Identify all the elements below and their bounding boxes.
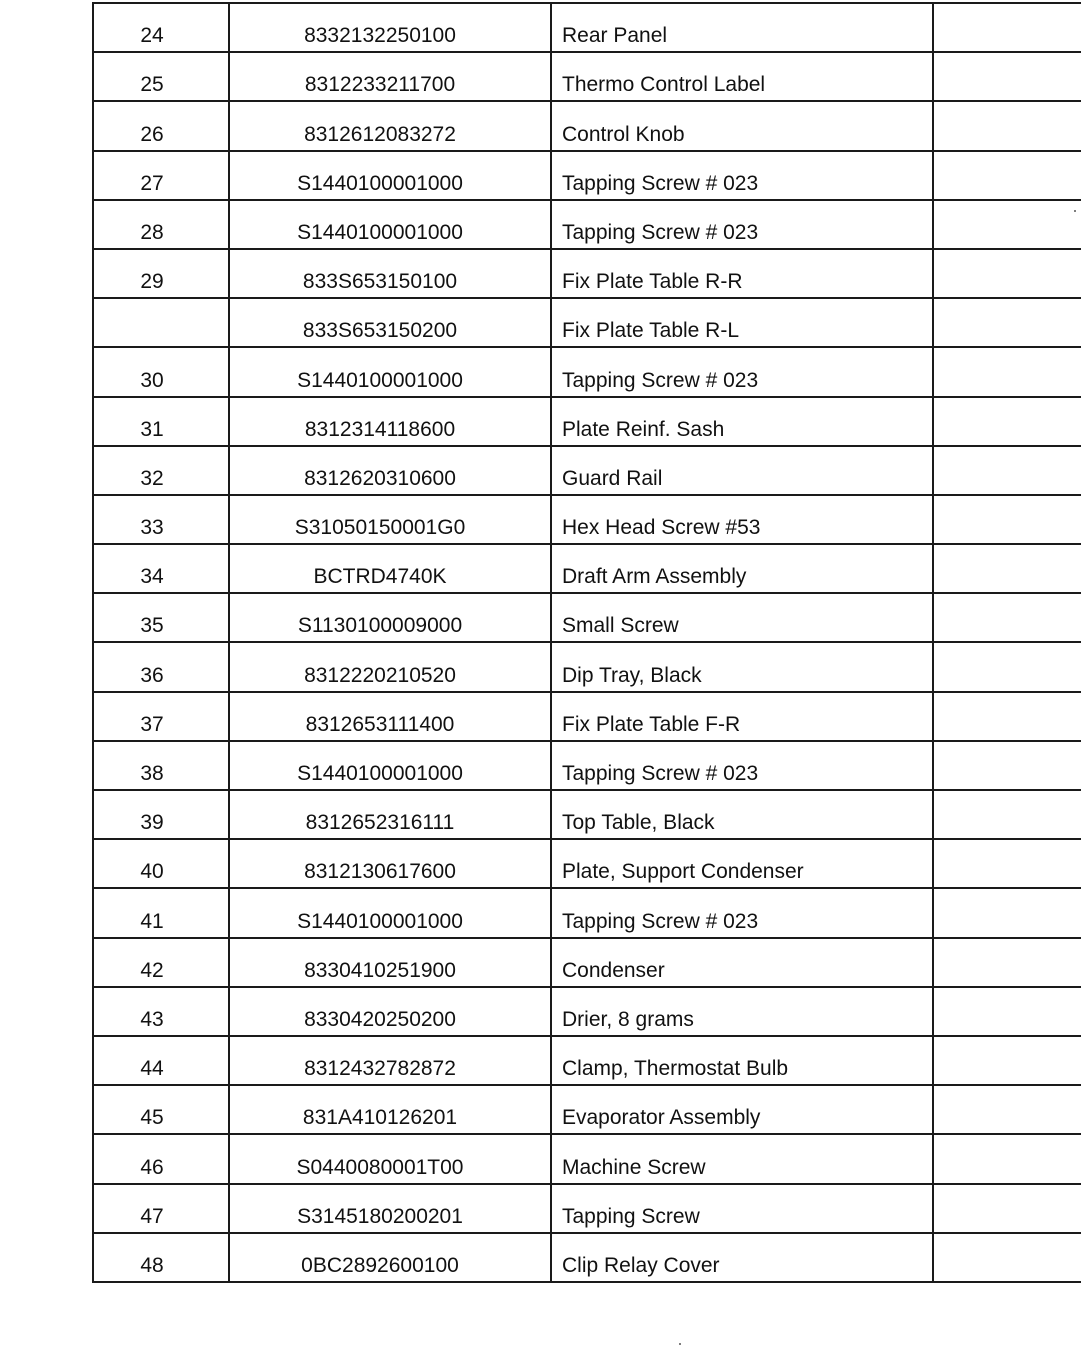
table-row — [93, 593, 1081, 642]
table-row — [93, 298, 1081, 347]
description-cell: Control Knob — [551, 101, 933, 150]
item-number-cell: 38 — [93, 741, 229, 790]
parts-list-body — [93, 3, 1081, 1282]
blank-cell — [933, 249, 1081, 298]
item-number-cell: 26 — [93, 101, 229, 150]
blank-cell — [933, 741, 1081, 790]
item-number-cell: 40 — [93, 839, 229, 888]
item-number-cell: 30 — [93, 347, 229, 396]
table-row — [93, 495, 1081, 544]
blank-cell — [933, 1134, 1081, 1183]
table-row — [93, 397, 1081, 446]
description-cell: Fix Plate Table F-R — [551, 692, 933, 741]
item-number-cell: 42 — [93, 938, 229, 987]
blank-cell — [933, 544, 1081, 593]
table-row — [93, 1085, 1081, 1134]
table-row — [93, 347, 1081, 396]
blank-cell — [933, 1233, 1081, 1282]
description-cell: Tapping Screw — [551, 1184, 933, 1233]
part-number-cell: 0BC2892600100 — [229, 1233, 551, 1282]
part-number-cell: 8312314118600 — [229, 397, 551, 446]
table-row — [93, 987, 1081, 1036]
blank-cell — [933, 938, 1081, 987]
description-cell: Tapping Screw # 023 — [551, 151, 933, 200]
table-row — [93, 692, 1081, 741]
part-number-cell: 8312620310600 — [229, 446, 551, 495]
item-number-cell: 45 — [93, 1085, 229, 1134]
item-number-cell: 36 — [93, 642, 229, 691]
blank-cell — [933, 3, 1081, 52]
blank-cell — [933, 987, 1081, 1036]
item-number-cell: 44 — [93, 1036, 229, 1085]
item-number-cell: 29 — [93, 249, 229, 298]
part-number-cell: 831A410126201 — [229, 1085, 551, 1134]
part-number-cell: S31050150001G0 — [229, 495, 551, 544]
description-cell: Tapping Screw # 023 — [551, 741, 933, 790]
description-cell: Small Screw — [551, 593, 933, 642]
blank-cell — [933, 642, 1081, 691]
blank-cell — [933, 200, 1081, 249]
description-cell: Drier, 8 grams — [551, 987, 933, 1036]
description-cell: Evaporator Assembly — [551, 1085, 933, 1134]
table-row — [93, 101, 1081, 150]
item-number-cell: 47 — [93, 1184, 229, 1233]
table-row — [93, 249, 1081, 298]
part-number-cell: S1440100001000 — [229, 741, 551, 790]
description-cell: Hex Head Screw #53 — [551, 495, 933, 544]
item-number-cell: 37 — [93, 692, 229, 741]
blank-cell — [933, 1085, 1081, 1134]
blank-cell — [933, 692, 1081, 741]
part-number-cell: 8332132250100 — [229, 3, 551, 52]
blank-cell — [933, 593, 1081, 642]
table-row — [93, 1036, 1081, 1085]
item-number-cell: 43 — [93, 987, 229, 1036]
table-row — [93, 1134, 1081, 1183]
description-cell: Condenser — [551, 938, 933, 987]
table-row — [93, 888, 1081, 937]
blank-cell — [933, 1184, 1081, 1233]
table-row — [93, 938, 1081, 987]
description-cell: Fix Plate Table R-R — [551, 249, 933, 298]
blank-cell — [933, 888, 1081, 937]
table-row — [93, 200, 1081, 249]
item-number-cell: 46 — [93, 1134, 229, 1183]
item-number-cell: 28 — [93, 200, 229, 249]
part-number-cell: 8312653111400 — [229, 692, 551, 741]
item-number-cell: 41 — [93, 888, 229, 937]
item-number-cell: 48 — [93, 1233, 229, 1282]
part-number-cell: S1440100001000 — [229, 347, 551, 396]
part-number-cell: 8312652316111 — [229, 790, 551, 839]
part-number-cell: 8312233211700 — [229, 52, 551, 101]
blank-cell — [933, 347, 1081, 396]
part-number-cell: S1130100009000 — [229, 593, 551, 642]
table-row — [93, 544, 1081, 593]
item-number-cell: 35 — [93, 593, 229, 642]
scan-speck — [1074, 210, 1076, 212]
description-cell: Rear Panel — [551, 3, 933, 52]
table-row — [93, 52, 1081, 101]
part-number-cell: 8330420250200 — [229, 987, 551, 1036]
description-cell: Tapping Screw # 023 — [551, 347, 933, 396]
table-row — [93, 741, 1081, 790]
item-number-cell: 31 — [93, 397, 229, 446]
description-cell: Dip Tray, Black — [551, 642, 933, 691]
blank-cell — [933, 298, 1081, 347]
description-cell: Thermo Control Label — [551, 52, 933, 101]
description-cell: Clip Relay Cover — [551, 1233, 933, 1282]
item-number-cell — [93, 298, 229, 347]
blank-cell — [933, 101, 1081, 150]
description-cell: Guard Rail — [551, 446, 933, 495]
scan-speck — [679, 1343, 681, 1345]
blank-cell — [933, 839, 1081, 888]
part-number-cell: S1440100001000 — [229, 888, 551, 937]
description-cell: Top Table, Black — [551, 790, 933, 839]
blank-cell — [933, 52, 1081, 101]
table-row — [93, 1233, 1081, 1282]
item-number-cell: 24 — [93, 3, 229, 52]
part-number-cell: 8312130617600 — [229, 839, 551, 888]
item-number-cell: 33 — [93, 495, 229, 544]
description-cell: Draft Arm Assembly — [551, 544, 933, 593]
blank-cell — [933, 446, 1081, 495]
item-number-cell: 39 — [93, 790, 229, 839]
table-row — [93, 1184, 1081, 1233]
blank-cell — [933, 495, 1081, 544]
blank-cell — [933, 151, 1081, 200]
description-cell: Machine Screw — [551, 1134, 933, 1183]
description-cell: Plate, Support Condenser — [551, 839, 933, 888]
description-cell: Fix Plate Table R-L — [551, 298, 933, 347]
table-row — [93, 3, 1081, 52]
part-number-cell: 8330410251900 — [229, 938, 551, 987]
part-number-cell: S1440100001000 — [229, 200, 551, 249]
table-row — [93, 642, 1081, 691]
part-number-cell: S1440100001000 — [229, 151, 551, 200]
table-row — [93, 790, 1081, 839]
description-cell: Plate Reinf. Sash — [551, 397, 933, 446]
part-number-cell: 8312220210520 — [229, 642, 551, 691]
part-number-cell: 8312612083272 — [229, 101, 551, 150]
part-number-cell: 8312432782872 — [229, 1036, 551, 1085]
blank-cell — [933, 790, 1081, 839]
table-row — [93, 839, 1081, 888]
parts-list-table — [92, 2, 1081, 1283]
item-number-cell: 27 — [93, 151, 229, 200]
item-number-cell: 34 — [93, 544, 229, 593]
part-number-cell: 833S653150200 — [229, 298, 551, 347]
table-row — [93, 151, 1081, 200]
description-cell: Tapping Screw # 023 — [551, 888, 933, 937]
blank-cell — [933, 1036, 1081, 1085]
part-number-cell: S3145180200201 — [229, 1184, 551, 1233]
part-number-cell: S0440080001T00 — [229, 1134, 551, 1183]
item-number-cell: 25 — [93, 52, 229, 101]
part-number-cell: BCTRD4740K — [229, 544, 551, 593]
blank-cell — [933, 397, 1081, 446]
item-number-cell: 32 — [93, 446, 229, 495]
description-cell: Clamp, Thermostat Bulb — [551, 1036, 933, 1085]
table-row — [93, 446, 1081, 495]
description-cell: Tapping Screw # 023 — [551, 200, 933, 249]
part-number-cell: 833S653150100 — [229, 249, 551, 298]
